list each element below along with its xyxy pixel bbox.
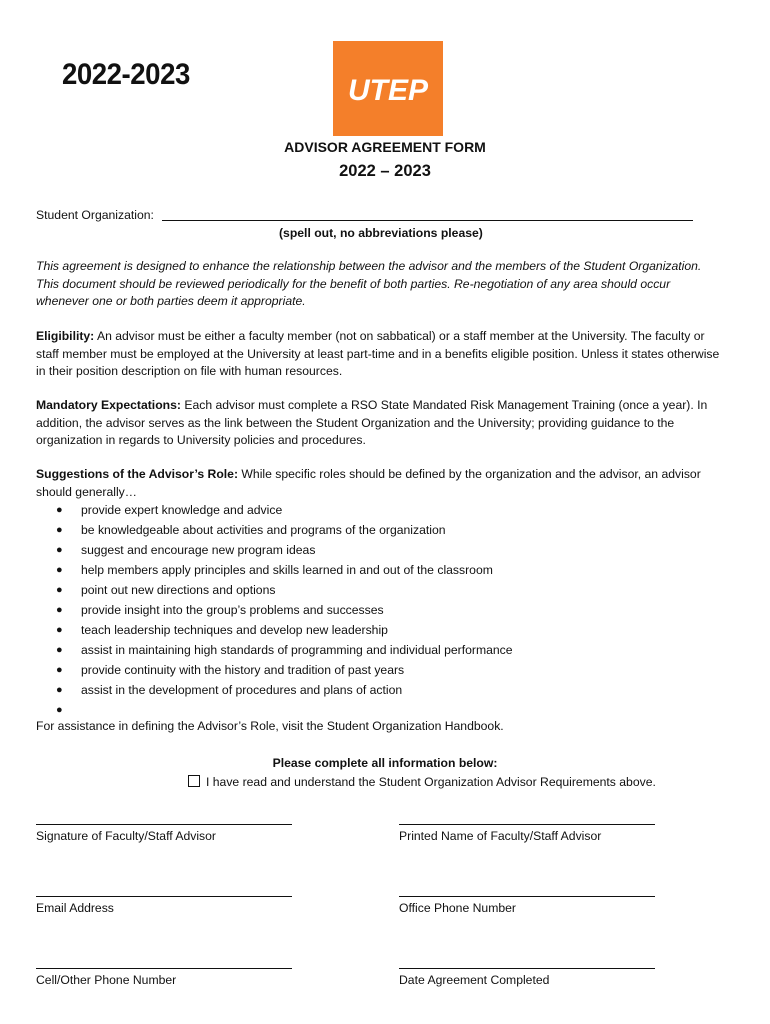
- bullet-icon: ●: [56, 684, 63, 696]
- email-line[interactable]: [36, 896, 292, 897]
- cell-phone-line[interactable]: [36, 968, 292, 969]
- list-item: ● assist in the development of procedures and plans of action: [56, 683, 403, 697]
- office-phone-line[interactable]: [399, 896, 655, 897]
- assistance-note: For assistance in defining the Advisor’s Role, visit the Student Organization Handbook.: [36, 719, 504, 733]
- complete-heading: Please complete all information below:: [272, 756, 498, 770]
- printed-name-label: Printed Name of Faculty/Staff Advisor: [399, 829, 602, 843]
- intro-paragraph: This agreement is designed to enhance the relationship between the advisor and the members of the Student Organization. This document should be reviewed periodically for the benefit of both parties. Re-negotiation of any area should occur whenever one or both parties deem it appropriate.: [36, 259, 702, 308]
- acknowledgement-checkbox[interactable]: [188, 775, 200, 787]
- bullet-icon: ●: [56, 644, 63, 656]
- bullet-icon: ●: [56, 624, 63, 636]
- eligibility-paragraph: [36, 328, 726, 381]
- list-item: ● suggest and encourage new program ideas: [56, 543, 316, 557]
- bullet-icon: ●: [56, 604, 63, 616]
- mandatory-label: Mandatory Expectations:: [36, 398, 181, 412]
- student-organization-label: Student Organization:: [36, 208, 154, 222]
- list-item: ● assist in maintaining high standards of programming and individual performance: [56, 643, 513, 657]
- suggestions-paragraph: [36, 466, 726, 501]
- suggestions-label: Suggestions of the Advisor’s Role:: [36, 467, 239, 481]
- eligibility-label: Eligibility:: [36, 329, 95, 343]
- form-year: 2022 – 2023: [339, 162, 431, 180]
- date-completed-line[interactable]: [399, 968, 655, 969]
- bullet-icon: ●: [56, 704, 63, 716]
- signature-label: Signature of Faculty/Staff Advisor: [36, 829, 216, 843]
- student-organization-input-line[interactable]: [162, 220, 693, 221]
- eligibility-text: An advisor must be either a faculty member (not on sabbatical) or a staff member at the University. The faculty or staff member must be employed at the University at least part-time and in a benefits eligible position. Unless it states otherwise in their position description on file with human resources.: [36, 329, 720, 378]
- form-title: ADVISOR AGREEMENT FORM: [284, 139, 486, 155]
- suggestions-text: While specific roles should be defined by the organization and the advisor, an advisor should generally…: [36, 467, 701, 499]
- advisor-role-list: [56, 502, 736, 716]
- bullet-icon: ●: [56, 664, 63, 676]
- list-item: ● provide insight into the group’s problems and successes: [56, 603, 384, 617]
- bullet-icon: ●: [56, 584, 63, 596]
- mandatory-expectations-paragraph: [36, 397, 726, 450]
- date-completed-label: Date Agreement Completed: [399, 973, 550, 987]
- list-item: ● point out new directions and options: [56, 583, 276, 597]
- list-item: ● be knowledgeable about activities and programs of the organization: [56, 523, 446, 537]
- email-label: Email Address: [36, 901, 114, 915]
- cell-phone-label: Cell/Other Phone Number: [36, 973, 177, 987]
- spell-out-note: (spell out, no abbreviations please): [279, 226, 483, 240]
- year-heading: 2022-2023: [62, 58, 190, 91]
- signature-line[interactable]: [36, 824, 292, 825]
- list-item: ● provide continuity with the history and tradition of past years: [56, 663, 405, 677]
- bullet-icon: ●: [56, 544, 63, 556]
- list-item: [56, 702, 736, 716]
- bullet-icon: ●: [56, 524, 63, 536]
- office-phone-label: Office Phone Number: [399, 901, 516, 915]
- utep-logo-text: UTEP: [347, 74, 429, 107]
- bullet-icon: ●: [56, 564, 63, 576]
- acknowledgement-row: [188, 774, 656, 792]
- list-item: ● help members apply principles and skills learned in and out of the classroom: [56, 563, 493, 577]
- list-item: ● provide expert knowledge and advice: [56, 503, 283, 517]
- utep-logo: [333, 41, 443, 136]
- list-item: ● teach leadership techniques and develop new leadership: [56, 623, 388, 637]
- bullet-icon: ●: [56, 504, 63, 516]
- acknowledgement-label: I have read and understand the Student Organization Advisor Requirements above.: [206, 775, 656, 789]
- printed-name-line[interactable]: [399, 824, 655, 825]
- mandatory-text: Each advisor must complete a RSO State Mandated Risk Management Training (once a year). In addition, the advisor serves as the link between the Student Organization and the University; providing guidance to the organization in regards to University policies and procedures.: [36, 398, 708, 447]
